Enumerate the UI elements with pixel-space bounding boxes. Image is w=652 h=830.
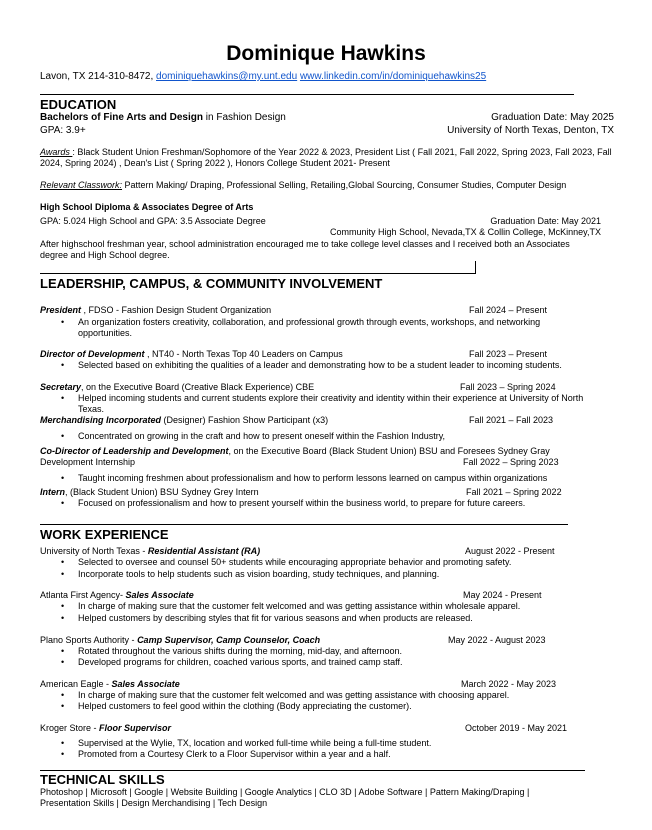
role-date: Fall 2024 – Present bbox=[469, 305, 548, 315]
role-org: , NT40 - North Texas Top 40 Leaders on Campus bbox=[147, 349, 343, 359]
role-org: , on the Executive Board (Creative Black Experience) CBE bbox=[81, 382, 315, 392]
degree-major: in Fashion Design bbox=[203, 112, 286, 123]
job-date: August 2022 - Present bbox=[465, 546, 555, 556]
work-role-line bbox=[40, 679, 180, 690]
high-school-note: After highschool freshman year, school administration encouraged me to take college level classes and I received both an Associates degree and High School degree. bbox=[40, 239, 570, 260]
relevant-classwork bbox=[40, 180, 566, 191]
role-date: Fall 2023 – Spring 2024 bbox=[460, 382, 556, 392]
role-org: , FDSO - Fashion Design Student Organization bbox=[83, 305, 272, 315]
leadership-role-line bbox=[40, 349, 343, 360]
university: University of North Texas, Denton, TX bbox=[447, 125, 614, 136]
employer: Plano Sports Authority - bbox=[40, 635, 138, 645]
employer: Atlanta First Agency- bbox=[40, 590, 126, 600]
gpa: GPA: 3.9+ bbox=[40, 125, 86, 136]
skills-heading: TECHNICAL SKILLS bbox=[40, 772, 165, 787]
work-role-line bbox=[40, 723, 171, 734]
leadership-role-line bbox=[40, 382, 314, 393]
employer: American Eagle - bbox=[40, 679, 112, 689]
awards-label: Awards bbox=[40, 147, 73, 157]
candidate-name: Dominique Hawkins bbox=[226, 42, 426, 65]
bullet-item: • Concentrated on growing in the craft and how to present oneself within the Fashion Industry, bbox=[78, 431, 588, 442]
high-school-name: Community High School, Nevada,TX & Collin College, McKinney,TX bbox=[330, 227, 601, 237]
bullet-item: • In charge of making sure that the customer felt welcomed and was getting assistance with choosing apparel. bbox=[78, 690, 598, 701]
bullet-item: • Taught incoming freshmen about professionalism and how to perform lessons learned on campus within organizations bbox=[78, 473, 598, 484]
work-role-line bbox=[40, 635, 320, 646]
classwork-label: Relevant Classwork: bbox=[40, 180, 123, 190]
skills-line-2: Presentation Skills | Design Merchandising | Tech Design bbox=[40, 798, 268, 808]
leadership-divider bbox=[40, 524, 568, 525]
divider-tick bbox=[475, 261, 476, 274]
job-date: May 2022 - August 2023 bbox=[448, 635, 546, 645]
classwork-text: Pattern Making/ Draping, Professional Selling, Retailing,Global Sourcing, Consumer Studies, Computer Design bbox=[122, 180, 567, 190]
header-divider bbox=[40, 94, 574, 95]
role-org: , on the Executive Board (Black Student Union) BSU and Foresees Sydney Gray bbox=[228, 446, 550, 456]
email-link[interactable]: dominiquehawkins@my.unt.edu bbox=[156, 71, 298, 82]
job-title: Sales Associate bbox=[125, 590, 194, 600]
education-heading: EDUCATION bbox=[40, 97, 117, 112]
role-title: Co-Director of Leadership and Development bbox=[40, 446, 229, 456]
job-title: Sales Associate bbox=[111, 679, 180, 689]
high-school-gpa: GPA: 5.024 High School and GPA: 3.5 Associate Degree bbox=[40, 216, 266, 226]
bullet-item: • Selected to oversee and counsel 50+ students while encouraging appropriate behavior and promoting safety. bbox=[78, 557, 598, 568]
bullet-item: • Selected based on exhibiting the qualities of a leader and demonstrating how to be a student leader to incoming students. bbox=[78, 360, 608, 371]
work-heading: WORK EXPERIENCE bbox=[40, 527, 169, 542]
awards-text: : Black Student Union Freshman/Sophomore of the Year 2022 & 2023, President List ( Fall 2021, Fall 2022, Spring 2023, Fall 2023, Fall 2024, Spring 2024) , Dean's List ( Spring 2022 ), Honors College Student 2021- Present bbox=[40, 147, 612, 168]
role-title: Director of Development bbox=[40, 349, 148, 359]
employer: Kroger Store - bbox=[40, 723, 100, 733]
bullet-item: • Helped customers by describing styles that fit for various seasons and when products are released. bbox=[78, 613, 598, 624]
role-date: Fall 2022 – Spring 2023 bbox=[463, 457, 559, 467]
role-title: Secretary bbox=[40, 382, 82, 392]
work-role-line bbox=[40, 546, 260, 557]
job-date: March 2022 - May 2023 bbox=[461, 679, 557, 689]
role-date: Fall 2023 – Present bbox=[469, 349, 548, 359]
bullet-item: • In charge of making sure that the customer felt welcomed and was getting assistance within wholesale apparel. bbox=[78, 601, 598, 612]
work-role-line bbox=[40, 590, 194, 601]
job-title: Residential Assistant (RA) bbox=[147, 546, 261, 556]
linkedin-link[interactable]: www.linkedin.com/in/dominiquehawkins25 bbox=[299, 71, 487, 82]
high-school-grad-date: Graduation Date: May 2021 bbox=[490, 216, 601, 226]
bullet-item: • An organization fosters creativity, collaboration, and professional growth through events, workshops, and networking opportunities. bbox=[78, 317, 588, 339]
role-date: Fall 2021 – Fall 2023 bbox=[469, 415, 554, 425]
bullet-item: • Helped customers to feel good within the clothing (Body appreciating the customer). bbox=[78, 701, 598, 712]
role-title: President bbox=[40, 305, 84, 315]
leadership-role-line bbox=[40, 487, 259, 498]
job-date: May 2024 - Present bbox=[463, 590, 542, 600]
bullet-item: • Helped incoming students and current students explore their creativity and identity within their experience at University of North Texas. bbox=[78, 393, 598, 415]
bullet-item: • Promoted from a Courtesy Clerk to a Floor Supervisor within a year and a half. bbox=[78, 749, 598, 760]
bullet-item: • Developed programs for children, coached various sports, and trained camp staff. bbox=[78, 657, 598, 668]
leadership-role-line bbox=[40, 415, 328, 426]
job-date: October 2019 - May 2021 bbox=[465, 723, 568, 733]
work-divider bbox=[40, 770, 585, 771]
employer: University of North Texas - bbox=[40, 546, 148, 556]
degree-line bbox=[40, 112, 286, 123]
job-title: Floor Supervisor bbox=[99, 723, 172, 733]
role-title: Intern bbox=[40, 487, 66, 497]
high-school-title: High School Diploma & Associates Degree of Arts bbox=[40, 202, 254, 212]
role-org: , (Black Student Union) BSU Sydney Grey Intern bbox=[65, 487, 259, 497]
location-phone: Lavon, TX 214-310-8472, bbox=[40, 71, 154, 82]
bullet-item: • Rotated throughout the various shifts during the morning, mid-day, and afternoon. bbox=[78, 646, 598, 657]
bullet-item: • Incorporate tools to help students such as vision boarding, study techniques, and planning. bbox=[78, 569, 598, 580]
skills-line-1: Photoshop | Microsoft | Google | Website Building | Google Analytics | CLO 3D | Adobe Software | Pattern Making/Draping | bbox=[40, 787, 530, 797]
job-title: Camp Supervisor, Camp Counselor, Coach bbox=[137, 635, 321, 645]
awards bbox=[40, 147, 616, 169]
leadership-role-line bbox=[40, 446, 550, 457]
education-divider bbox=[40, 273, 476, 274]
role-org-continued: Development Internship bbox=[40, 457, 136, 467]
role-date: Fall 2021 – Spring 2022 bbox=[466, 487, 562, 497]
degree-name: Bachelors of Fine Arts and Design bbox=[40, 112, 203, 123]
graduation-date: Graduation Date: May 2025 bbox=[491, 112, 614, 123]
role-title: Merchandising Incorporated bbox=[40, 415, 162, 425]
contact-line bbox=[40, 71, 486, 82]
leadership-role-line bbox=[40, 305, 271, 316]
role-org: (Designer) Fashion Show Participant (x3) bbox=[161, 415, 329, 425]
bullet-item: • Supervised at the Wylie, TX, location and worked full-time while being a full-time student. bbox=[78, 738, 598, 749]
leadership-heading: LEADERSHIP, CAMPUS, & COMMUNITY INVOLVEMENT bbox=[40, 276, 383, 291]
bullet-item: • Focused on professionalism and how to present yourself within the business world, to prepare for future careers. bbox=[78, 498, 598, 509]
